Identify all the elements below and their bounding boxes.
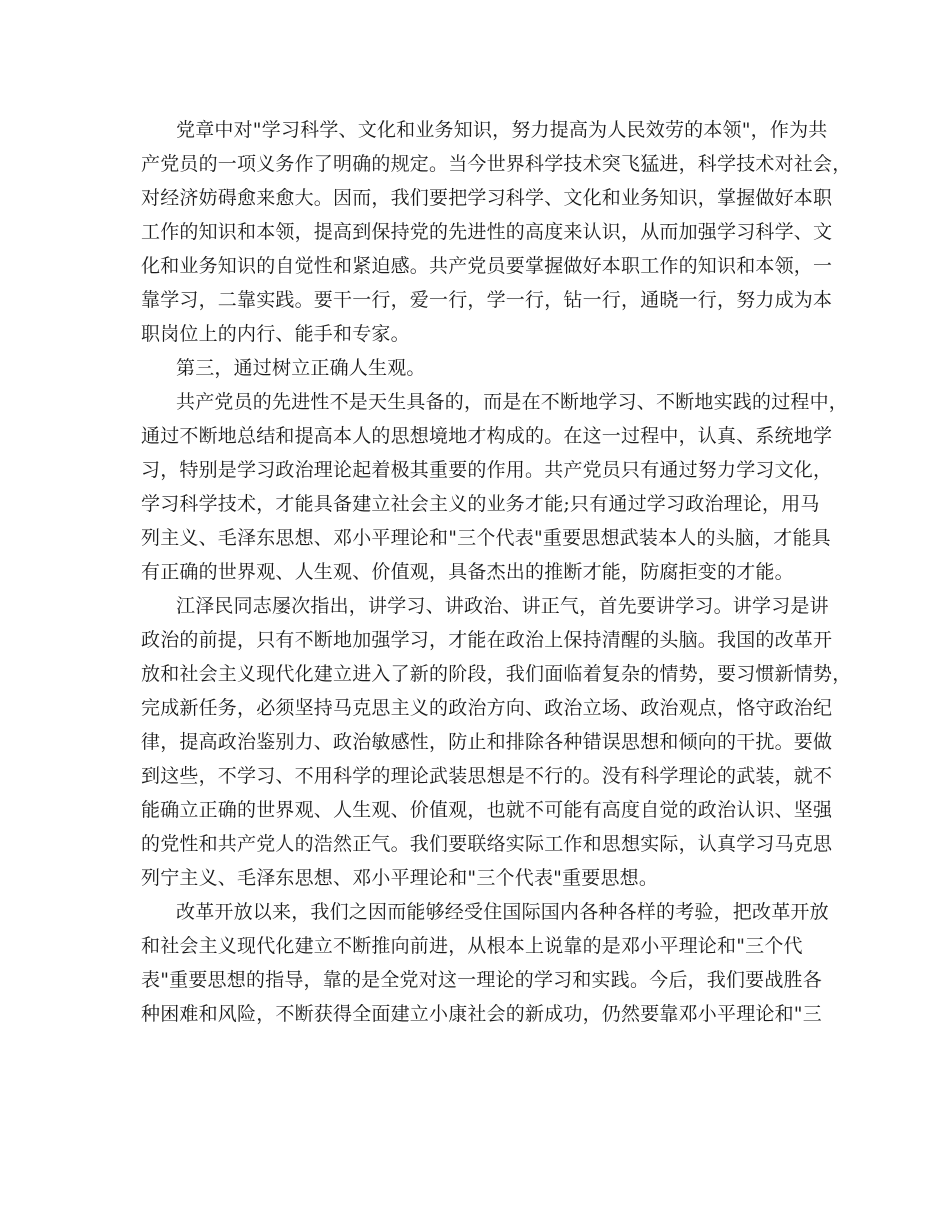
paragraph-1-line-1: 党章中对"学习科学、文化和业务知识，努力提高为人民效劳的本领"，作为共 (176, 119, 828, 141)
paragraph-3-line-2: 政治的前提，只有不断地加强学习，才能在政治上保持清醒的头脑。我国的改革开 (141, 629, 833, 651)
paragraph-1-line-2: 产党员的一项义务作了明确的规定。当今世界科学技术突飞猛进，科学技术对社会， (141, 153, 852, 175)
paragraph-2-line-4: 学习科学技术，才能具备建立社会主义的业务才能;只有通过学习政治理论，用马 (141, 493, 820, 515)
paragraph-2-line-2: 通过不断地总结和提高本人的思想境地才构成的。在这一过程中，认真、系统地学 (141, 425, 833, 447)
paragraph-4-line-3: 表"重要思想的指导，靠的是全党对这一理论的学习和实践。今后，我们要战胜各 (141, 969, 822, 991)
paragraph-1-line-3: 对经济妨碍愈来愈大。因而，我们要把学习科学、文化和业务知识，掌握做好本职 (141, 187, 833, 209)
paragraph-3-line-8: 的党性和共产党人的浩然正气。我们要联络实际工作和思想实际，认真学习马克思 (141, 833, 833, 855)
paragraph-2-line-6: 有正确的世界观、人生观、价值观，具备杰出的推断才能，防腐拒变的才能。 (141, 561, 794, 583)
document-body (141, 113, 852, 1031)
paragraph-2-line-5: 列主义、毛泽东思想、邓小平理论和"三个代表"重要思想武装本人的头脑，才能具 (141, 527, 831, 549)
paragraph-4-line-2: 和社会主义现代化建立不断推向前进，从根本上说靠的是邓小平理论和"三个代 (141, 935, 803, 957)
section-heading-line: 第三，通过树立正确人生观。 (176, 357, 426, 379)
paragraph-4-line-1: 改革开放以来，我们之因而能够经受住国际国内各种各样的考验，把改革开放 (176, 901, 829, 923)
paragraph-3-line-7: 能确立正确的世界观、人生观、价值观，也就不可能有高度自觉的政治认识、坚强 (141, 799, 833, 821)
paragraph-3-line-6: 到这些，不学习、不用科学的理论武装思想是不行的。没有科学理论的武装，就不 (141, 765, 833, 787)
paragraph-3-line-5: 律，提高政治鉴别力、政治敏感性，防止和排除各种错误思想和倾向的干扰。要做 (141, 731, 833, 753)
paragraph-3-line-9: 列宁主义、毛泽东思想、邓小平理论和"三个代表"重要思想。 (141, 867, 659, 889)
paragraph-1-line-7: 职岗位上的内行、能手和专家。 (141, 323, 410, 345)
paragraph-2-line-1: 共产党员的先进性不是天生具备的，而是在不断地学习、不断地实践的过程中， (176, 391, 849, 413)
paragraph-3-line-3: 放和社会主义现代化建立进入了新的阶段，我们面临着复杂的情势，要习惯新情势， (141, 663, 852, 685)
paragraph-4-line-4: 种困难和风险，不断获得全面建立小康社会的新成功，仍然要靠邓小平理论和"三 (141, 1003, 822, 1025)
paragraph-3-line-1: 江泽民同志屡次指出，讲学习、讲政治、讲正气，首先要讲学习。讲学习是讲 (176, 595, 829, 617)
paragraph-2-line-3: 习，特别是学习政治理论起着极其重要的作用。共产党员只有通过努力学习文化， (141, 459, 833, 481)
paragraph-1-line-4: 工作的知识和本领，提高到保持党的先进性的高度来认识，从而加强学习科学、文 (141, 221, 833, 243)
paragraph-3-line-4: 完成新任务，必须坚持马克思主义的政治方向、政治立场、政治观点，恪守政治纪 (141, 697, 833, 719)
paragraph-1-line-6: 靠学习，二靠实践。要干一行，爱一行，学一行，钻一行，通晓一行，努力成为本 (141, 289, 833, 311)
paragraph-1-line-5: 化和业务知识的自觉性和紧迫感。共产党员要掌握做好本职工作的知识和本领，一 (141, 255, 833, 277)
